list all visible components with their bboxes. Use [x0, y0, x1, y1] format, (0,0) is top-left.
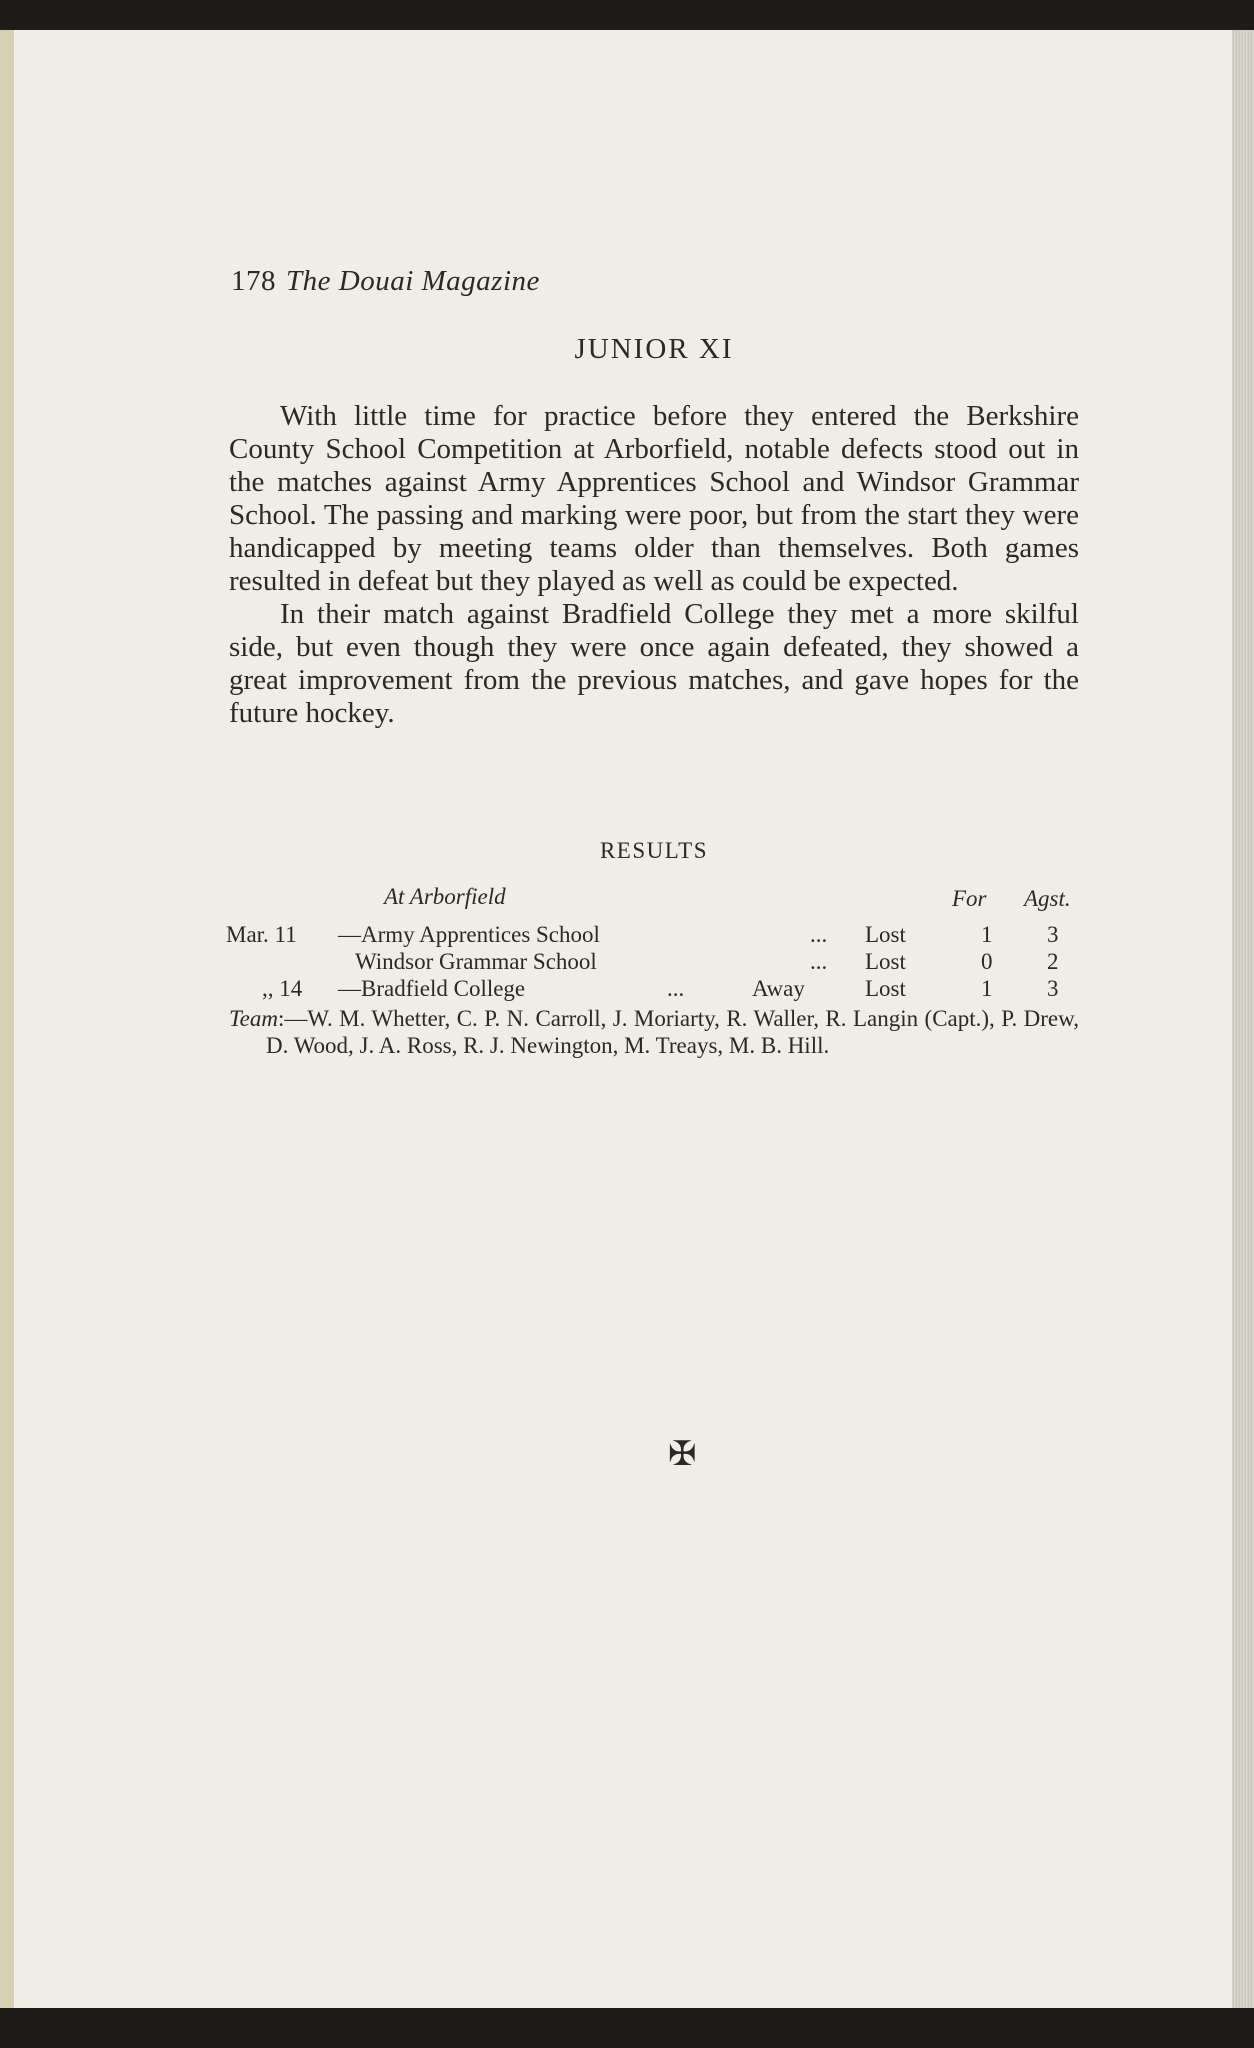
result-venue: Away [752, 976, 805, 1001]
magazine-title: The Douai Magazine [286, 265, 540, 297]
article-title: JUNIOR XI [574, 333, 734, 365]
venue-heading: At Arborfield [384, 884, 506, 909]
result-opponent: Windsor Grammar School [355, 949, 597, 974]
result-agst: 2 [1047, 949, 1059, 974]
results-heading: RESULTS [599, 838, 709, 863]
page-fore-edge [1232, 30, 1254, 2008]
result-date: Mar. 11 [226, 922, 297, 947]
result-agst: 3 [1047, 922, 1059, 947]
page-number: 178 [231, 265, 276, 297]
result-for: 0 [981, 949, 993, 974]
result-outcome: Lost [865, 976, 906, 1001]
team-list [229, 1005, 1079, 1059]
cross-pattee-icon: ✠ [668, 1436, 697, 1473]
result-dots: ... [667, 976, 685, 1001]
column-header-for: For [952, 886, 987, 911]
paragraph: With little time for practice before they entered the Berkshire County School Competition at Arborfield, notable defects stood out in the matches against Army Apprentices School and Windsor Grammar School. The passing and marking were poor, but from the start they were handicapped by meeting teams older than themselves. Both games resulted in defeat but they played as well as could be expected. [229, 400, 1079, 597]
article-body [229, 400, 1079, 730]
column-header-agst: Agst. [1024, 886, 1071, 911]
result-opponent: —Army Apprentices School [338, 922, 600, 947]
result-opponent: —Bradfield College [338, 976, 526, 1001]
result-date: ,, 14 [262, 976, 303, 1001]
result-for: 1 [981, 922, 993, 947]
result-outcome: Lost [865, 922, 906, 947]
team-label: Team [229, 1006, 278, 1031]
result-dots: ... [810, 922, 828, 947]
result-dots: ... [810, 949, 828, 974]
team-members: :—W. M. Whetter, C. P. N. Carroll, J. Moriarty, R. Waller, R. Langin (Capt.), P. Drew, D. Wood, J. A. Ross, R. J. Newington, M. Treays, M. B. Hill. [266, 1006, 1079, 1058]
result-agst: 3 [1047, 976, 1059, 1001]
paragraph: In their match against Bradfield College they met a more skilful side, but even though they were once again defeated, they showed a great improvement from the previous matches, and gave hopes for the future hockey. [229, 598, 1079, 729]
running-head [231, 265, 540, 298]
result-for: 1 [981, 976, 993, 1001]
result-outcome: Lost [865, 949, 906, 974]
